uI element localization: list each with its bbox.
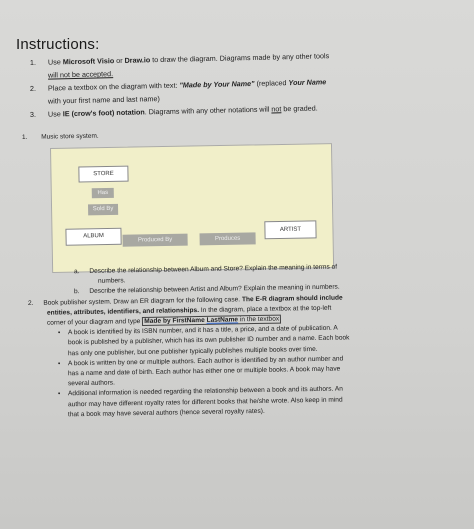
section-text: in the textbox xyxy=(238,315,280,324)
bullet-3-line2: author may have different royalty rates for different books that he/she wrote. Also keep in mind xyxy=(67,396,343,408)
instruction-text: . Diagrams with any other notations will xyxy=(144,104,272,117)
made-by-text: Made by FirstName xyxy=(144,316,207,325)
instruction-your-name: Your Name xyxy=(288,77,327,88)
bullet-icon: • xyxy=(57,329,61,337)
bullet-icon: • xyxy=(57,360,61,368)
section-label: Music store system. xyxy=(41,132,99,141)
relationship-produces: Produces xyxy=(200,232,256,245)
questions xyxy=(27,263,448,421)
bullet-text: A book is written by one or multiple authors. Each author is identified by an author number and xyxy=(67,355,344,368)
bullet-text: A book is identified by its ISBN number, and it has a title, a price, and a date of publication. A xyxy=(67,324,338,337)
relationship-has: Has xyxy=(92,188,114,198)
instructions-list xyxy=(29,51,450,121)
er-diagram xyxy=(50,143,334,276)
instruction-made-by: "Made by Your Name" xyxy=(179,78,255,90)
instruction-text: Use xyxy=(47,109,63,119)
instruction-number: 1. xyxy=(29,57,37,67)
instruction-text: to draw the diagram. Diagrams made by any other tools xyxy=(150,51,330,65)
relationship-produced-by: Produced By xyxy=(123,234,188,247)
bullet-text: Additional information is needed regarding the relationship between a book and its authors. An xyxy=(67,385,343,398)
entity-album: ALBUM xyxy=(65,228,121,246)
instruction-text: with your first name and last name) xyxy=(47,94,160,106)
instruction-number: 3. xyxy=(29,109,37,119)
instruction-text: Use xyxy=(47,57,63,67)
spacer xyxy=(30,69,48,82)
relationship-sold-by: Sold By xyxy=(88,204,118,216)
question-letter: b. xyxy=(73,288,80,296)
question-letter: a. xyxy=(73,268,80,276)
section-number: 2. xyxy=(27,299,34,307)
instruction-text: (replaced xyxy=(254,78,289,88)
question-text: Describe the relationship between Album and Store? Explain the meaning in terms of xyxy=(89,263,338,275)
instruction-text: Place a textbox on the diagram with text: xyxy=(47,80,180,93)
instruction-visio: Microsoft Visio xyxy=(62,56,115,67)
section-bold-text: entities, attributes, identifiers, and relationships. xyxy=(46,306,200,317)
section-text: corner of your diagram and type xyxy=(46,318,143,327)
instruction-number: 2. xyxy=(29,83,37,93)
section-text: Book publisher system. Draw an ER diagram for the following case. xyxy=(43,295,243,307)
page-title: Instructions: xyxy=(16,36,100,53)
section-text: In the diagram, place a textbox at the top-left xyxy=(198,304,332,314)
question-a-cont: numbers. xyxy=(97,277,126,285)
instruction-drawio: Draw.io xyxy=(124,55,151,65)
bullet-icon: • xyxy=(57,390,61,398)
instruction-text: be graded. xyxy=(281,103,318,114)
entity-store: STORE xyxy=(78,166,128,183)
bullet-2-line2: has a name and date of birth. Each author has either one or multiple books. A book may have xyxy=(67,365,341,378)
spacer xyxy=(30,95,48,108)
entity-artist: ARTIST xyxy=(264,220,316,239)
bullet-3-line3: that a book may have several authors (hence several royalty rates). xyxy=(67,407,265,419)
instruction-not: not xyxy=(271,104,282,114)
section-1-heading xyxy=(22,133,99,141)
instruction-notation: IE (crow's foot) notation xyxy=(62,107,145,119)
bullet-1-line3: has only one publisher, but one publisher typically publishes multiple books over time. xyxy=(67,345,318,357)
instruction-text: or xyxy=(114,55,125,66)
bullet-1-line2: book is published by a publisher, which has its own publisher ID number and a name. Each book xyxy=(67,334,350,347)
section-bold-text: The E-R diagram should include xyxy=(241,294,343,303)
made-by-lastname: LastName xyxy=(206,316,239,324)
instruction-text: will not be accepted. xyxy=(47,69,114,80)
question-text: Describe the relationship between Artist and Album? Explain the meaning in numbers. xyxy=(89,283,340,296)
section-number: 1. xyxy=(21,133,28,141)
bullet-2-line3: several authors. xyxy=(67,379,115,388)
